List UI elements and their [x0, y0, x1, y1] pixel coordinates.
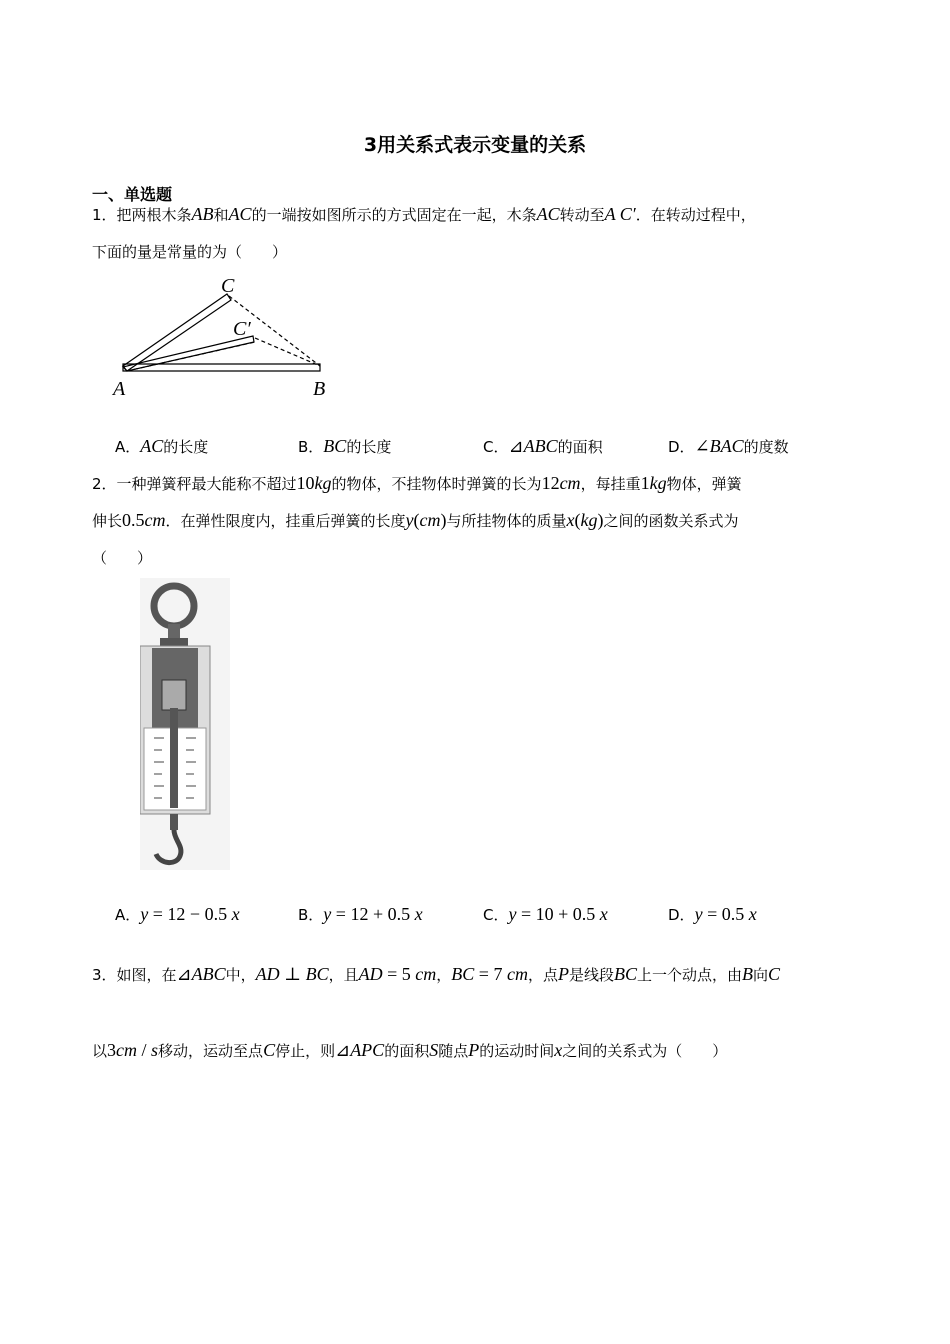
q1-option-a[interactable]	[115, 436, 208, 457]
math-text: BC	[613, 964, 637, 984]
math-text: P	[468, 1040, 480, 1060]
text-segment: 伸长	[92, 512, 123, 530]
math-text: x	[231, 904, 240, 924]
text-segment: ，且	[328, 966, 359, 984]
math-text: s	[151, 1040, 159, 1060]
svg-text:A: A	[113, 378, 126, 400]
math-text: kg	[580, 510, 598, 530]
text-segment: ∠	[694, 436, 710, 456]
svg-text:C′: C′	[233, 318, 251, 340]
math-text: x	[599, 904, 608, 924]
math-text: AC	[140, 436, 164, 456]
page-title: 3用关系式表示变量的关系	[363, 134, 587, 156]
q1-option-c[interactable]	[483, 436, 603, 457]
math-text: cm	[419, 510, 441, 530]
text-segment: 的一端按如图所示的方式固定在一起，木条	[251, 206, 537, 224]
text-segment: 向	[753, 966, 769, 984]
text-segment: 中，	[225, 966, 256, 984]
text-segment: = 7	[474, 964, 507, 984]
math-text: AD	[358, 964, 383, 984]
math-text: cm	[559, 473, 581, 493]
q1-line	[92, 241, 287, 262]
text-segment: = 0.5	[702, 904, 749, 924]
math-text: y	[140, 904, 149, 924]
text-segment: ．在转动过程中，	[635, 206, 756, 224]
math-text: y	[405, 510, 414, 530]
svg-text:B: B	[313, 378, 326, 400]
text-segment: = 5	[382, 964, 416, 984]
math-text: APC	[350, 1040, 385, 1060]
text-segment: 之间的函数关系式为	[603, 512, 739, 530]
math-text: AC	[228, 204, 252, 224]
text-segment: 的度数	[743, 438, 789, 456]
math-text: cm	[144, 510, 166, 530]
text-segment: ⊿	[176, 964, 192, 984]
math-text: BC	[451, 964, 475, 984]
q3-line	[92, 1040, 727, 1061]
text-segment: 的长度	[346, 438, 392, 456]
math-text: x	[566, 510, 575, 530]
text-segment: 和	[213, 206, 229, 224]
math-text: y	[323, 904, 332, 924]
q1-line	[92, 204, 756, 225]
text-segment: ．在弹性限度内，挂重后弹簧的长度	[165, 512, 406, 530]
svg-text:C: C	[221, 275, 235, 297]
text-segment: 10	[296, 473, 315, 493]
math-text: ABC	[191, 964, 226, 984]
text-segment: 是线段	[568, 966, 614, 984]
q2-option-b[interactable]	[298, 904, 423, 925]
text-segment: 2．一种弹簧秤最大能称不超过	[92, 475, 297, 493]
text-segment: B．	[298, 906, 324, 924]
text-segment: 随点	[438, 1042, 469, 1060]
section-heading: 一、单选题	[92, 185, 173, 204]
text-segment: /	[137, 1040, 152, 1060]
text-segment: )	[440, 510, 447, 530]
math-text: cm	[415, 964, 437, 984]
text-segment: = 10 + 0.5	[516, 904, 600, 924]
q2-option-a[interactable]	[115, 904, 240, 925]
text-segment: 停止，则	[275, 1042, 336, 1060]
math-text: AB	[191, 204, 214, 224]
math-text: x	[414, 904, 423, 924]
math-text: cm	[506, 964, 528, 984]
text-segment: ，点	[527, 966, 558, 984]
text-segment: 上一个动点，由	[637, 966, 743, 984]
math-text: x	[554, 1040, 563, 1060]
math-text: P	[557, 964, 569, 984]
text-segment: 下面的量是常量的为（ ）	[92, 243, 288, 261]
text-segment: 以	[92, 1042, 108, 1060]
math-text: x	[748, 904, 757, 924]
math-text: cm	[116, 1040, 138, 1060]
text-segment: 之间的关系式为（ ）	[562, 1042, 728, 1060]
math-text: S	[429, 1040, 439, 1060]
text-segment: 转动至	[559, 206, 605, 224]
text-segment: （ ）	[92, 549, 153, 567]
math-text: B	[742, 964, 754, 984]
q2-option-c[interactable]	[483, 904, 608, 925]
text-segment: D．	[668, 906, 695, 924]
q2-line	[92, 547, 152, 568]
q2-line	[92, 510, 739, 531]
q1-option-d[interactable]	[668, 436, 789, 457]
math-text: C	[768, 964, 781, 984]
text-segment: ，	[436, 966, 452, 984]
text-segment: 移动，运动至点	[158, 1042, 264, 1060]
q3-line	[92, 964, 780, 985]
text-segment: )	[597, 510, 604, 530]
math-text: C	[263, 1040, 276, 1060]
text-segment: B．	[298, 438, 324, 456]
text-segment: (	[413, 510, 420, 530]
math-text: y	[694, 904, 703, 924]
stick-ac-prime	[123, 336, 254, 371]
rotating-sticks-figure	[105, 272, 345, 402]
text-segment: 的长度	[163, 438, 209, 456]
text-segment: C．	[483, 906, 509, 924]
math-text: AD ⊥ BC	[255, 964, 329, 984]
math-text: BAC	[709, 436, 744, 456]
text-segment: 3．如图，在	[92, 966, 177, 984]
text-segment: D．	[668, 438, 695, 456]
text-segment: = 12 − 0.5	[148, 904, 232, 924]
text-segment: ⊿	[335, 1040, 351, 1060]
text-segment: 的面积	[557, 438, 603, 456]
text-segment: A．	[115, 438, 141, 456]
math-text: kg	[649, 473, 667, 493]
text-segment: 1．把两根木条	[92, 206, 192, 224]
text-segment: 物体，弹簧	[666, 475, 742, 493]
text-segment: 0.5	[122, 510, 145, 530]
text-segment: C．	[483, 438, 509, 456]
math-text: AC	[536, 204, 560, 224]
text-segment: ，每挂重	[580, 475, 641, 493]
text-segment: 与所挂物体的质量	[446, 512, 567, 530]
text-segment: 12	[541, 473, 560, 493]
q2-option-d[interactable]	[668, 904, 757, 925]
spring-scale-image	[140, 578, 230, 870]
math-text: A C′	[604, 204, 636, 224]
q1-option-b[interactable]	[298, 436, 391, 457]
text-segment: 的运动时间	[479, 1042, 555, 1060]
text-segment: A．	[115, 906, 141, 924]
text-segment: 3	[107, 1040, 117, 1060]
text-segment: 1	[640, 473, 650, 493]
text-segment: 的面积	[384, 1042, 430, 1060]
text-segment: = 12 + 0.5	[331, 904, 415, 924]
text-segment: 的物体，不挂物体时弹簧的长为	[331, 475, 542, 493]
math-text: kg	[314, 473, 332, 493]
text-segment: (	[574, 510, 581, 530]
text-segment: ⊿	[508, 436, 524, 456]
math-text: ABC	[523, 436, 558, 456]
math-text: y	[508, 904, 517, 924]
q2-line	[92, 473, 742, 494]
math-text: BC	[323, 436, 347, 456]
